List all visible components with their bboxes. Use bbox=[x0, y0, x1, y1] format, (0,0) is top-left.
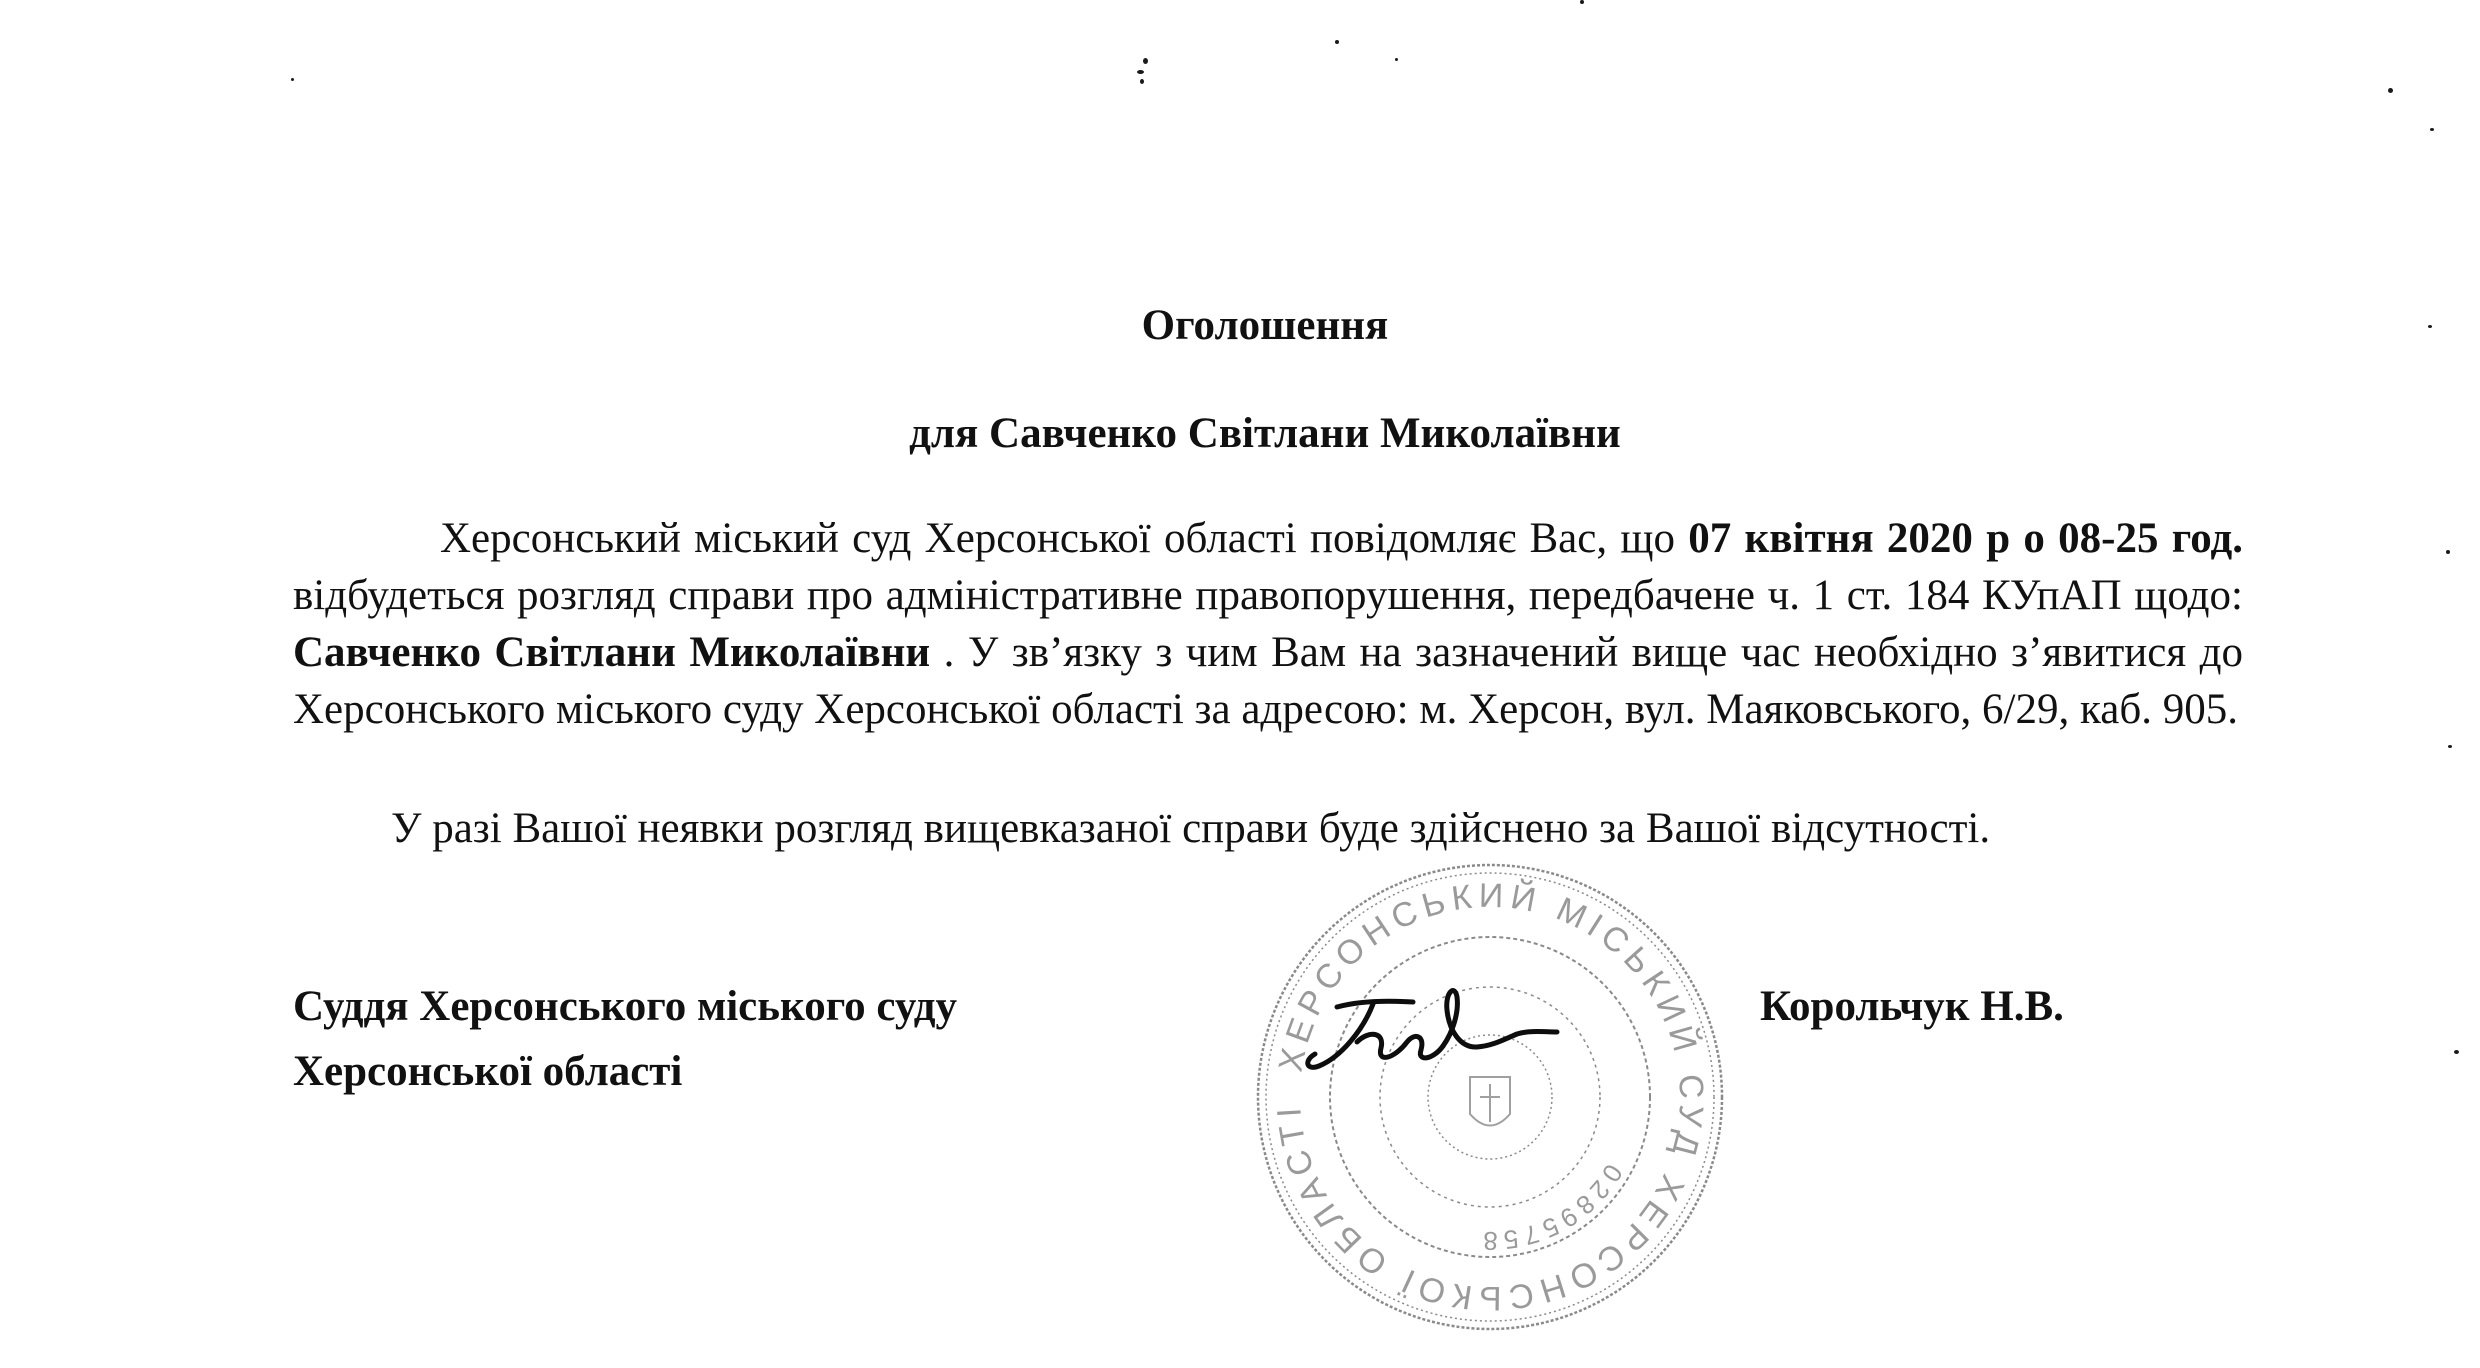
seal-code-text: 02895758 bbox=[1478, 1158, 1629, 1257]
scan-speck bbox=[2446, 550, 2450, 554]
scan-speck bbox=[291, 78, 294, 81]
notice-text: відбудеться розгляд справи про адміністративне правопорушення, передбачене ч. 1 ст. 184 КУпАП щодо: bbox=[293, 572, 2243, 619]
scan-speck bbox=[2430, 128, 2434, 131]
scan-speck bbox=[1580, 0, 1584, 4]
document-addressee: для Савченко Світлани Миколаївни bbox=[909, 410, 1621, 457]
hearing-datetime: 07 квітня 2020 р о 08-25 год. bbox=[1688, 515, 2243, 562]
signature-position-line: Херсонської області bbox=[293, 1048, 683, 1095]
scan-speck bbox=[2454, 1050, 2459, 1054]
notice-text: У разі Вашої неявки розгляд вищевказаної справи буде здійснено за Вашої відсутності. bbox=[391, 805, 1991, 852]
handwritten-signature bbox=[1308, 991, 1557, 1068]
court-seal bbox=[1245, 852, 1735, 1342]
notice-text: . У зв’язку з чим Вам на зазначений вище час необхідно з’явитися до Херсонського міського суду Херсонської області за адресою: м. Херсон, вул. Маяковського, 6/29, каб. 905. bbox=[293, 629, 2243, 733]
scan-speck bbox=[2448, 745, 2452, 748]
signature-name: Корольчук Н.В. bbox=[1760, 983, 2064, 1030]
person-name: Савченко Світлани Миколаївни bbox=[293, 629, 931, 676]
notice-text: Херсонський міський суд Херсонської області повідомляє Вас, що bbox=[440, 515, 1689, 562]
scan-speck bbox=[1143, 58, 1148, 64]
seal-ring-text: ХЕРСОНСЬКИЙ МІСЬКИЙ СУД ХЕРСОНСЬКОЇ ОБЛАСТІ bbox=[1269, 876, 1711, 1318]
signature-position-line: Суддя Херсонського міського суду bbox=[293, 983, 957, 1030]
scan-speck bbox=[1137, 70, 1144, 74]
signature-position bbox=[293, 974, 957, 1104]
scan-speck bbox=[1335, 40, 1339, 44]
scan-speck bbox=[1395, 58, 1398, 61]
scan-speck bbox=[1140, 79, 1144, 84]
scan-speck bbox=[2388, 88, 2393, 93]
document-title: Оголошення bbox=[1141, 302, 1389, 349]
notice-paragraph-2 bbox=[293, 800, 2243, 857]
notice-paragraph-1 bbox=[293, 510, 2243, 738]
